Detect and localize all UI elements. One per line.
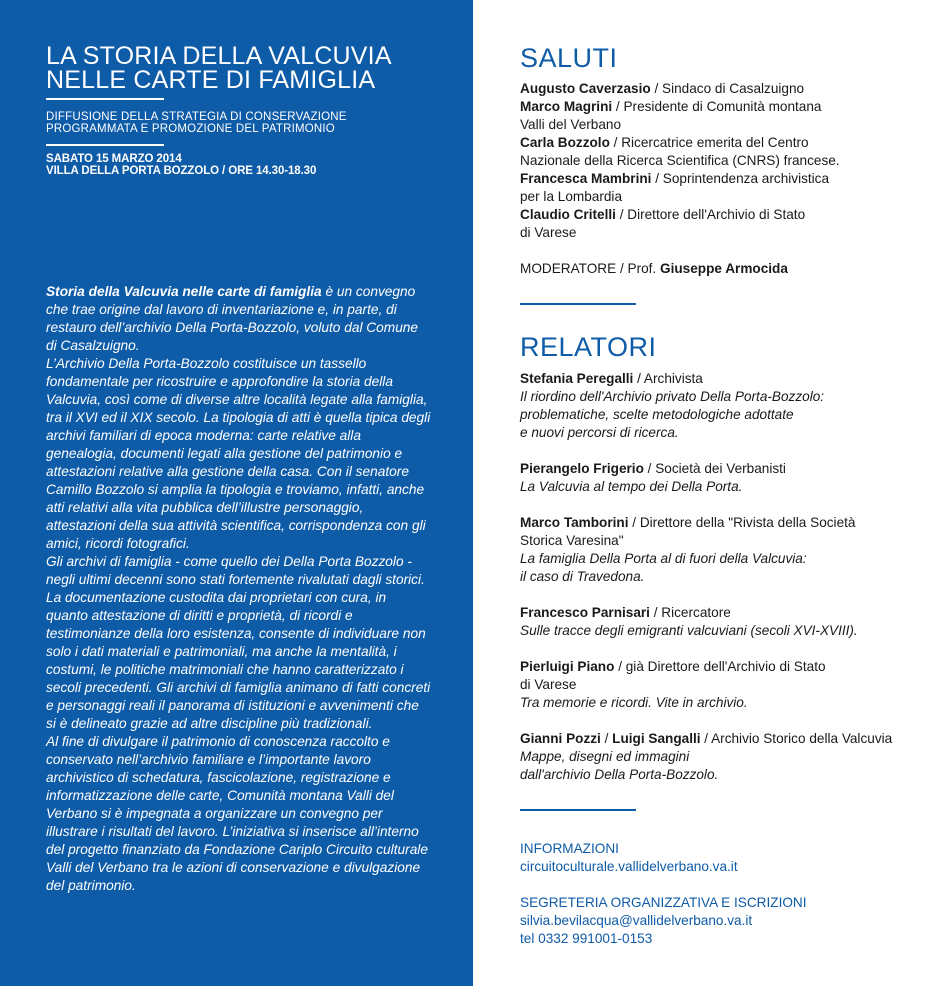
relatore-entry (520, 514, 930, 586)
subtitle-line-1: DIFFUSIONE DELLA STRATEGIA DI CONSERVAZIONE (46, 111, 347, 123)
speaker-name: Claudio Critelli (520, 207, 616, 222)
saluti-entry (520, 206, 920, 242)
speaker-name-2: Luigi Sangalli (612, 731, 701, 746)
speaker-name: Pierangelo Frigerio (520, 461, 644, 476)
description-paragraph-2: L’Archivio Della Porta-Bozzolo costituisce un tassello fondamentale per ricostruire e approfondire la storia della Valcuvia, così come di diverse altre località legate alla famiglia, tra il XVI ed il XIX secolo. La tipologia di atti è quella tipica degli archivi familiari di epoca moderna: carte relative alla genealogia, documenti legati alla gestione del patrimonio e attestazioni relative alla gestione della casa. Con il senatore Camillo Bozzolo si amplia la tipologia e troviamo, infatti, anche atti relativi alla vita pubblica dell’illustre personaggio, attestazioni della sua attività scientifica, corrispondenza con gli amici, ricordi fotografici. (46, 356, 431, 551)
speaker-role: / Ricercatrice emerita del Centro (609, 135, 809, 150)
description-paragraph-4: Al fine di divulgare il patrimonio di conoscenza raccolto e conservato nell’archivio familiare e l’importante lavoro archivistico di schedatura, fascicolazione, registrazione e informatizzazione delle carte, Comunità montana Valli del Verbano si è impegnata a organizzare un convegno per illustrare i risultati del lavoro. L’iniziativa si inserisce all’interno del progetto finanziato da Fondazione Cariplo Circuito culturale Valli del Verbano tra le azioni di conservazione e divulgazione del patrimonio. (46, 734, 428, 893)
speaker-role: / Ricercatore (649, 605, 731, 620)
speaker-role: / già Direttore dell'Archivio di Stato (614, 659, 826, 674)
relatore-entry (520, 658, 930, 712)
saluti-entry (520, 80, 920, 98)
event-title (46, 44, 456, 92)
info-label: INFORMAZIONI (520, 841, 619, 856)
speaker-name: Pierluigi Piano (520, 659, 615, 674)
speaker-name: Francesco Parnisari (520, 605, 650, 620)
speaker-role: / Soprintendenza archivistica (651, 171, 830, 186)
saluti-entry (520, 170, 920, 206)
speaker-name: Stefania Peregalli (520, 371, 634, 386)
speaker-name: Augusto Caverzasio (520, 81, 651, 96)
talk-title-line: La Valcuvia al tempo dei Della Porta. (520, 479, 743, 494)
moderatore-label: MODERATORE / Prof. (520, 261, 660, 276)
talk-title-line: Mappe, disegni ed immagini (520, 749, 690, 764)
speaker-role-cont: per la Lombardia (520, 189, 623, 204)
speaker-role-cont: di Varese (520, 225, 577, 240)
speaker-name: Francesca Mambrini (520, 171, 652, 186)
speaker-role: / Direttore della "Rivista della Società (628, 515, 856, 530)
speaker-name: Marco Tamborini (520, 515, 629, 530)
moderatore (520, 260, 920, 278)
speaker-name: Marco Magrini (520, 99, 613, 114)
segreteria-label: SEGRETERIA ORGANIZZATIVA E ISCRIZIONI (520, 895, 807, 910)
phone-number: tel 0332 991001-0153 (520, 931, 653, 946)
relatori-list (520, 370, 930, 802)
relatore-entry (520, 370, 930, 442)
event-date: SABATO 15 MARZO 2014 (46, 153, 182, 165)
event-venue-time: VILLA DELLA PORTA BOZZOLO / ORE 14.30-18.30 (46, 165, 317, 177)
relatore-entry: Gianni Pozzi / Luigi Sangalli / Archivio Storico della Valcuvia Mappe, disegni ed immagini dall'archivio Della Porta-Bozzolo. (520, 730, 930, 784)
description-paragraph-3: Gli archivi di famiglia - come quello dei Della Porta Bozzolo - negli ultimi decenni sono stati fortemente rivalutati dagli storici. La documentazione custodita dai proprietari con cura, in quanto attestazione di diritti e proprietà, di ricordi e testimonianze della loro esistenza, consente di individuare non solo i dati materiali e patrimoniali, ma anche la mentalità, i costumi, le politiche matrimoniali che hanno caratterizzato i secoli precedenti. Gli archivi di famiglia animano di fatti concreti e personaggi reali il panorama di istituzioni e avvenimenti che si è delineato grazie ad altre discipline più tradizionali. (46, 554, 431, 731)
talk-title-line: e nuovi percorsi di ricerca. (520, 425, 679, 440)
speaker-name: Carla Bozzolo (520, 135, 610, 150)
talk-title-line: Tra memorie e ricordi. Vite in archivio. (520, 695, 748, 710)
event-description (46, 283, 431, 895)
speaker-role: / Società dei Verbanisti (643, 461, 786, 476)
speaker-role: / Sindaco di Casalzuigno (650, 81, 805, 96)
speaker-role: / Direttore dell'Archivio di Stato (615, 207, 806, 222)
talk-title-line: il caso di Travedona. (520, 569, 645, 584)
relatori-heading: RELATORI (520, 332, 657, 362)
talk-title-line: dall'archivio Della Porta-Bozzolo. (520, 767, 719, 782)
description-paragraph-1 (46, 283, 431, 355)
saluti-heading: SALUTI (520, 43, 618, 73)
speaker-role: / Archivista (633, 371, 703, 386)
title-line-2: NELLE CARTE DI FAMIGLIA (46, 66, 376, 94)
right-panel (520, 0, 930, 986)
title-divider (46, 98, 164, 100)
section-divider (520, 303, 636, 305)
speaker-role-cont: Storica Varesina" (520, 533, 624, 548)
moderatore-name: Giuseppe Armocida (660, 261, 788, 276)
subtitle-divider (46, 144, 164, 146)
email-link[interactable]: silvia.bevilacqua@vallidelverbano.va.it (520, 913, 753, 928)
speaker-role: / Archivio Storico della Valcuvia (700, 731, 893, 746)
intro-bold-title: Storia della Valcuvia nelle carte di famiglia (46, 284, 322, 299)
speaker-role-cont: Valli del Verbano (520, 117, 622, 132)
talk-title-line: La famiglia Della Porta al di fuori della Valcuvia: (520, 551, 807, 566)
talk-title-line: problematiche, scelte metodologiche adottate (520, 407, 794, 422)
relatore-entry (520, 460, 930, 496)
saluti-list (520, 80, 920, 242)
relatore-entry (520, 604, 930, 640)
speaker-role: / Presidente di Comunità montana (612, 99, 822, 114)
info-divider (520, 809, 636, 811)
subtitle-line-2: PROGRAMMATA E PROMOZIONE DEL PATRIMONIO (46, 123, 335, 135)
title-line-1: LA STORIA DELLA VALCUVIA (46, 42, 392, 70)
speaker-name: Gianni Pozzi (520, 731, 601, 746)
event-date-venue (46, 153, 456, 177)
speaker-role-cont: di Varese (520, 677, 577, 692)
info-block (520, 840, 930, 948)
intro-rest: è un convegno che trae origine dal lavoro di inventariazione e, in parte, di restauro dell’archivio Della Porta-Bozzolo, voluto dal Comune di Casalzuigno. (46, 284, 419, 353)
saluti-entry (520, 98, 920, 134)
info-website-link[interactable]: circuitoculturale.vallidelverbano.va.it (520, 859, 738, 874)
saluti-entry (520, 134, 920, 170)
talk-title-line: Sulle tracce degli emigranti valcuviani (secoli XVI-XVIII). (520, 623, 858, 638)
event-subtitle (46, 111, 456, 135)
talk-title-line: Il riordino dell'Archivio privato Della Porta-Bozzolo: (520, 389, 825, 404)
speaker-role-cont: Nazionale della Ricerca Scientifica (CNRS) francese. (520, 153, 840, 168)
